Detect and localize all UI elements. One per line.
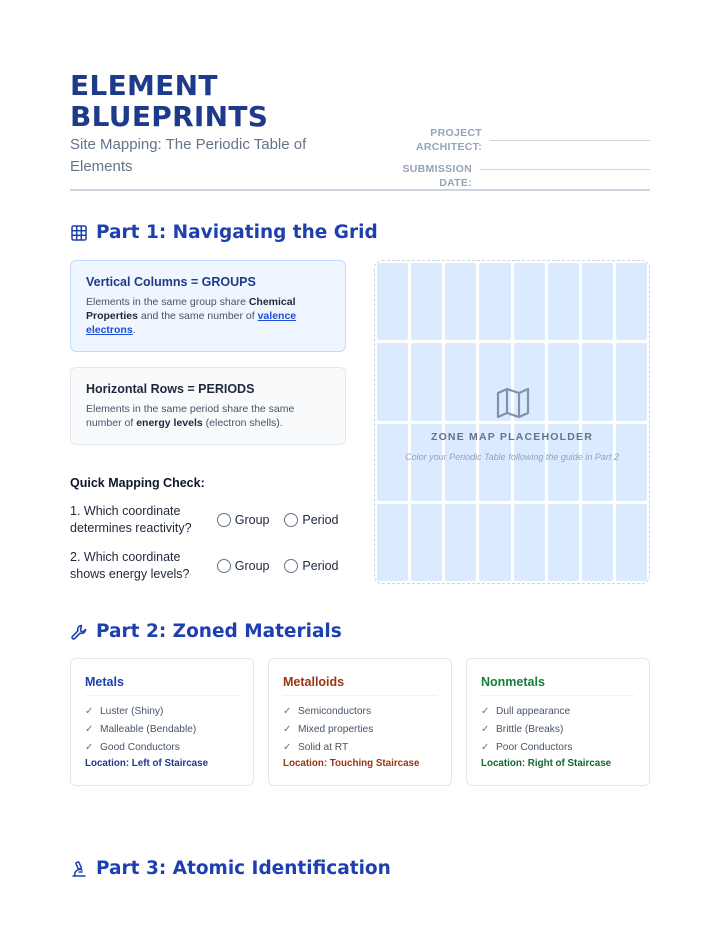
groups-text-2: and the same number of (137, 310, 258, 322)
zone-map-placeholder (374, 260, 650, 584)
nonmetals-item-3: Poor Conductors (496, 741, 573, 753)
list-item (481, 702, 635, 720)
grid-icon (70, 224, 88, 242)
part1-heading (70, 222, 378, 243)
nonmetals-list (481, 702, 635, 756)
metals-item-1: Luster (Shiny) (100, 705, 164, 717)
question-2-line1: 2. Which coordinate (70, 550, 181, 564)
periods-card-body (86, 402, 330, 430)
q1-group-label: Group (234, 513, 270, 527)
q1-period-label: Period (302, 513, 339, 527)
title-line-1: ELEMENT (70, 69, 218, 102)
check-icon: ✓ (481, 705, 490, 717)
metalloids-location: Location: Touching Staircase (283, 758, 420, 769)
project-architect-input-line[interactable] (490, 140, 650, 141)
map-icon (495, 385, 531, 426)
submission-date-input-line[interactable] (480, 169, 650, 170)
question-1-text (70, 503, 215, 537)
list-item (283, 720, 437, 738)
periods-text-1: Elements in the same period share the same number of (86, 403, 295, 429)
title-line-2: BLUEPRINTS (70, 100, 269, 133)
groups-card (70, 260, 346, 352)
nonmetals-location: Location: Right of Staircase (481, 758, 612, 769)
zone-map-subtitle: Color your Periodic Table following the guide in Part 2 (405, 452, 619, 462)
q2-option-period[interactable] (284, 559, 350, 573)
part3-heading (70, 858, 391, 879)
metalloids-title: Metalloids (283, 675, 437, 696)
nonmetals-item-1: Dull appearance (496, 705, 571, 717)
nonmetals-card (466, 658, 650, 786)
valence-electrons-link[interactable]: valence electrons (86, 310, 297, 336)
q2-period-label: Period (302, 559, 339, 573)
list-item (85, 720, 239, 738)
check-icon: ✓ (85, 723, 94, 735)
metals-location: Location: Left of Staircase (85, 758, 209, 769)
groups-text-1: Elements in the same group share (86, 296, 249, 308)
part2-heading (70, 621, 342, 642)
check-icon: ✓ (283, 723, 292, 735)
nonmetals-title: Nonmetals (481, 675, 635, 696)
check-icon: ✓ (283, 741, 292, 753)
metalloids-item-1: Semiconductors (298, 705, 372, 717)
project-architect-label (400, 126, 482, 154)
microscope-icon (70, 860, 88, 878)
q2-group-label: Group (234, 559, 270, 573)
question-2-text (70, 549, 215, 583)
project-architect-field (400, 126, 650, 154)
wrench-icon (70, 623, 88, 641)
list-item (481, 720, 635, 738)
project-architect-label-line2: ARCHITECT: (416, 141, 482, 153)
question-1-line1: 1. Which coordinate (70, 504, 181, 518)
groups-card-body (86, 295, 330, 337)
metals-item-2: Malleable (Bendable) (100, 723, 197, 735)
list-item (283, 738, 437, 756)
list-item (283, 702, 437, 720)
part1-heading-label: Part 1: Navigating the Grid (96, 222, 378, 243)
list-item (85, 738, 239, 756)
list-item (85, 702, 239, 720)
project-architect-label-line1: PROJECT (430, 127, 482, 139)
metalloids-list (283, 702, 437, 756)
q1-period-radio[interactable] (284, 513, 298, 527)
check-icon: ✓ (481, 741, 490, 753)
part2-heading-label: Part 2: Zoned Materials (96, 621, 342, 642)
metalloids-card (268, 658, 452, 786)
header-divider (70, 189, 650, 191)
quick-check-question-2 (70, 549, 350, 583)
metalloids-item-2: Mixed properties (298, 723, 374, 735)
check-icon: ✓ (85, 705, 94, 717)
groups-text-3: . (132, 324, 136, 336)
check-icon: ✓ (481, 723, 490, 735)
q2-option-group[interactable] (217, 559, 283, 573)
metals-list (85, 702, 239, 756)
part3-heading-label: Part 3: Atomic Identification (96, 858, 391, 879)
periods-card (70, 367, 346, 445)
metalloids-item-3: Solid at RT (298, 741, 349, 753)
groups-bold-1: Chemical Properties (86, 296, 296, 322)
zone-map-overlay (375, 261, 649, 583)
check-icon: ✓ (283, 705, 292, 717)
page-title (70, 70, 370, 132)
q2-period-radio[interactable] (284, 559, 298, 573)
nonmetals-item-2: Brittle (Breaks) (496, 723, 564, 735)
q2-group-radio[interactable] (217, 559, 231, 573)
list-item (481, 738, 635, 756)
zone-map-title: ZONE MAP PLACEHOLDER (430, 431, 594, 443)
quick-check-question-1 (70, 503, 350, 537)
periods-text-2: (electron shells). (202, 417, 283, 429)
groups-card-title: Vertical Columns = GROUPS (86, 275, 256, 289)
periods-card-title: Horizontal Rows = PERIODS (86, 382, 255, 396)
metals-title: Metals (85, 675, 239, 696)
q1-option-period[interactable] (284, 513, 350, 527)
submission-date-field (368, 162, 650, 190)
periods-bold-1: energy levels (136, 417, 203, 429)
metals-card (70, 658, 254, 786)
q1-group-radio[interactable] (217, 513, 231, 527)
q1-option-group[interactable] (217, 513, 283, 527)
check-icon: ✓ (85, 741, 94, 753)
question-1-line2: determines reactivity? (70, 521, 192, 535)
page-subtitle: Site Mapping: The Periodic Table of Elements (70, 136, 307, 175)
submission-date-label: SUBMISSION DATE: (402, 163, 472, 189)
question-2-line2: shows energy levels? (70, 567, 190, 581)
metals-item-3: Good Conductors (100, 741, 180, 753)
quick-check-title: Quick Mapping Check: (70, 476, 205, 490)
